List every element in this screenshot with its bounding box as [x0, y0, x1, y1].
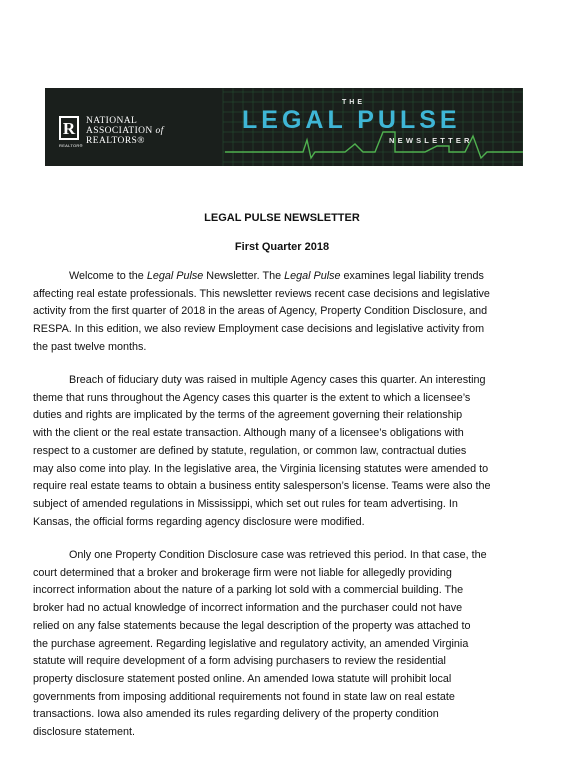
realtor-logo	[59, 116, 164, 146]
paragraph-intro	[33, 268, 533, 357]
paragraph-line: statute will require development of a form advising purchasers to review the residential	[33, 655, 446, 668]
paragraph-line: relied on any false statements because the legal description of the property was attached to	[33, 619, 471, 632]
nar-line-3: REALTORS®	[86, 136, 145, 146]
banner-subtitle: NEWSLETTER	[389, 136, 473, 145]
paragraph-agency	[33, 372, 533, 531]
paragraph-line: RESPA. In this edition, we also review Employment case decisions and legislative activity from	[33, 323, 485, 336]
paragraph-line: governments from imposing additional requirements not found in state law on real estate	[33, 690, 455, 703]
document-subtitle: First Quarter 2018	[234, 241, 330, 253]
paragraph-line: transactions. Iowa also amended its rules regarding delivery of the property condition	[33, 708, 439, 721]
paragraph-line: Only one Property Condition Disclosure case was retrieved this period. In that case, the	[69, 549, 487, 561]
paragraph-line: respect to a customer are defined by statute, regulation, or common law, contractual duties	[33, 444, 467, 457]
paragraph-line: court determined that a broker and brokerage firm were not liable for allegedly providing	[33, 566, 452, 579]
paragraph-line: Welcome to the Legal Pulse Newsletter. The Legal Pulse examines legal liability trends	[69, 270, 484, 282]
paragraph-line: disclosure statement.	[33, 726, 136, 739]
banner-title: LEGAL PULSE	[242, 106, 461, 134]
nar-wordmark	[86, 116, 164, 146]
document-title: LEGAL PULSE NEWSLETTER	[204, 212, 360, 224]
paragraph-line: Breach of fiduciary duty was raised in multiple Agency cases this quarter. An interesting	[69, 374, 486, 386]
realtor-mark-label: REALTOR®	[59, 143, 83, 148]
nar-line-2: ASSOCIATION of	[86, 126, 164, 136]
paragraph-line: incorrect information about the nature of a parking lot sold with a commercial building. The	[33, 584, 464, 597]
paragraph-line: theme that runs throughout the Agency cases this quarter is the extent to which a licensee’s	[33, 391, 471, 404]
paragraph-line: subject of amended regulations in Mississippi, which set out rules for team advertising. In	[33, 497, 458, 510]
paragraph-line: Kansas, the official forms regarding agency disclosure were modified.	[33, 515, 365, 528]
paragraph-line: activity from the first quarter of 2018 in the areas of Agency, Property Condition Disclosure, and	[33, 305, 488, 318]
nar-line-1: NATIONAL	[86, 116, 138, 126]
newsletter-banner	[45, 88, 523, 166]
paragraph-line: property disclosure statement posted online. An amended Iowa statute will prohibit local	[33, 672, 452, 685]
paragraph-line: the past twelve months.	[33, 340, 147, 353]
paragraph-line: the purchase agreement. Regarding legislative and regulatory activity, an amended Virginia	[33, 637, 469, 650]
paragraph-property-disclosure	[33, 547, 533, 742]
paragraph-line: require real estate teams to obtain a business entity salesperson’s license. Teams were also the	[33, 480, 491, 493]
paragraph-line: duties and rights are implicated by the terms of the agreement governing their relationship	[33, 409, 463, 422]
banner-the-label: THE	[342, 99, 365, 106]
paragraph-line: broker had no actual knowledge of incorrect information and the purchaser could not have	[33, 602, 463, 615]
paragraph-line: affecting real estate professionals. This newsletter reviews recent case decisions and legislative	[33, 287, 490, 300]
paragraph-line: with the client or the real estate transaction. Although many of a licensee’s obligations with	[33, 427, 464, 440]
paragraph-line: may also come into play. In the legislative area, the Virginia licensing statutes were amended to	[33, 462, 489, 475]
realtor-r-mark: R	[59, 116, 79, 140]
